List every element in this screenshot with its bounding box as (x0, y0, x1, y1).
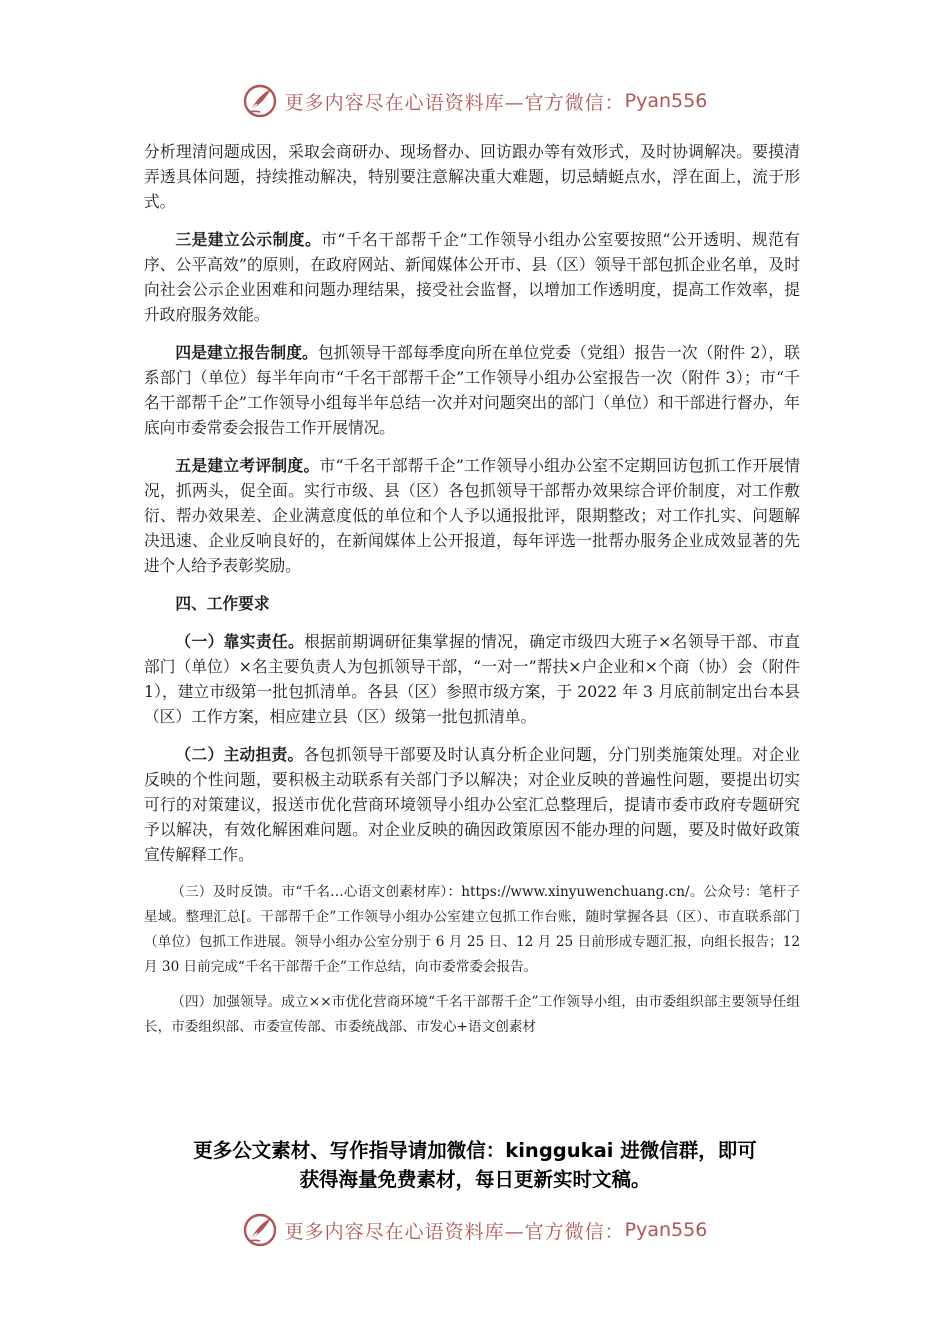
paragraph-feedback: （三）及时反馈。市“千名…心语文创素材库）：https://www.xinyuwenchuang.cn/。公众号：笔杆子星域。整理汇总[。干部帮千企”工作领导小组办公室建立包抓工作台账，随时掌握各县（区）、市直联系部门（单位）包抓工作进展。领导小组办公室分别于 6 月 25 日、12 月 25 日前形成专题汇报，向组长报告；12 月 30 日前完成“千名干部帮千企”工作总结，向市委常委会报告。 (144, 884, 800, 975)
document-body (144, 139, 800, 1050)
paragraph-take-initiative (144, 742, 800, 867)
header-banner (0, 76, 950, 126)
banner-text: 更多内容尽在心语资料库—官方微信： (284, 91, 625, 114)
paragraph-leadership: （四）加强领导。成立××市优化营商环境“千名干部帮千企”工作领导小组，由市委组织部主要领导任组长，市委组织部、市委宣传部、市委统战部、市发心+语文创素材 (144, 994, 800, 1035)
paragraph-lead: （一）靠实责任。 (175, 632, 305, 651)
paragraph-responsibility (144, 629, 800, 729)
quill-pen-logo-icon (243, 84, 277, 118)
paragraph-report-system (144, 340, 800, 440)
paragraph-lead: （二）主动担责。 (175, 745, 304, 764)
promo-line-2: 获得海量免费素材，每日更新实时文稿。 (299, 1168, 651, 1191)
promo-line-1: 更多公文素材、写作指导请加微信：kinggukai 进微信群，即可 (193, 1139, 757, 1162)
paragraph-text: 包抓领导干部每季度向所在单位党委（党组）报告一次（附件 2），联系部门（单位）每半年向市“千名干部帮千企”工作领导小组办公室报告一次（附件 3）；市“千名干部帮千企”工作领导小组每半年总结一次并对问题突出的部门（单位）和干部进行督办，年底向市委常委会报告工作开展情况。 (144, 343, 800, 437)
promo-notice (0, 1136, 950, 1194)
banner-account: Pyan556 (624, 1219, 708, 1241)
banner-text: 更多内容尽在心语资料库—官方微信： (284, 1220, 625, 1243)
paragraph-lead: 五是建立考评制度。 (175, 456, 320, 475)
footer-banner (0, 1205, 950, 1255)
banner-account: Pyan556 (624, 90, 708, 112)
section-heading-work-requirements: 四、工作要求 (175, 594, 270, 613)
paragraph-lead: 四是建立报告制度。 (175, 343, 318, 362)
paragraph-1: 分析理清问题成因，采取会商研办、现场督办、回访跟办等有效形式，及时协调解决。要摸清弄透具体问题，持续推动解决，特别要注意解决重大难题，切忌蜻蜓点水，浮在面上，流于形式。 (144, 142, 800, 211)
paragraph-text: 根据前期调研征集掌握的情况，确定市级四大班子×名领导干部、市直部门（单位）×名主要负责人为包抓领导干部，“一对一”帮扶×户企业和×个商（协）会（附件 1），建立市级第一批包抓清单。各县（区）参照市级方案，于 2022 年 3 月底前制定出台本县（区）工作方案，相应建立县（区）级第一批包抓清单。 (144, 632, 800, 726)
quill-pen-logo-icon (243, 1213, 277, 1247)
paragraph-lead: 三是建立公示制度。 (175, 230, 322, 249)
paragraph-evaluation-system (144, 453, 800, 578)
paragraph-publicity-system (144, 227, 800, 327)
paragraph-text: 市“千名干部帮千企”工作领导小组办公室要按照“公开透明、规范有序、公平高效”的原则，在政府网站、新闻媒体公开市、县（区）领导干部包抓企业名单，及时向社会公示企业困难和问题办理结果，接受社会监督，以增加工作透明度，提高工作效率，提升政府服务效能。 (144, 230, 800, 324)
paragraph-text: 市“千名干部帮千企”工作领导小组办公室不定期回访包抓工作开展情况，抓两头，促全面。实行市级、县（区）各包抓领导干部帮办效果综合评价制度，对工作敷衍、帮办效果差、企业满意度低的单位和个人予以通报批评，限期整改；对工作扎实、问题解决迅速、企业反响良好的，在新闻媒体上公开报道，每年评选一批帮办服务企业成效显著的先进个人给予表彰奖励。 (144, 456, 800, 575)
paragraph-text: 各包抓领导干部要及时认真分析企业问题，分门别类施策处理。对企业反映的个性问题，要积极主动联系有关部门予以解决；对企业反映的普遍性问题，要提出切实可行的对策建议，报送市优化营商环境领导小组办公室汇总整理后，提请市委市政府专题研究予以解决，有效化解困难问题。对企业反映的确因政策原因不能办理的问题，要及时做好政策宣传解释工作。 (144, 745, 801, 864)
